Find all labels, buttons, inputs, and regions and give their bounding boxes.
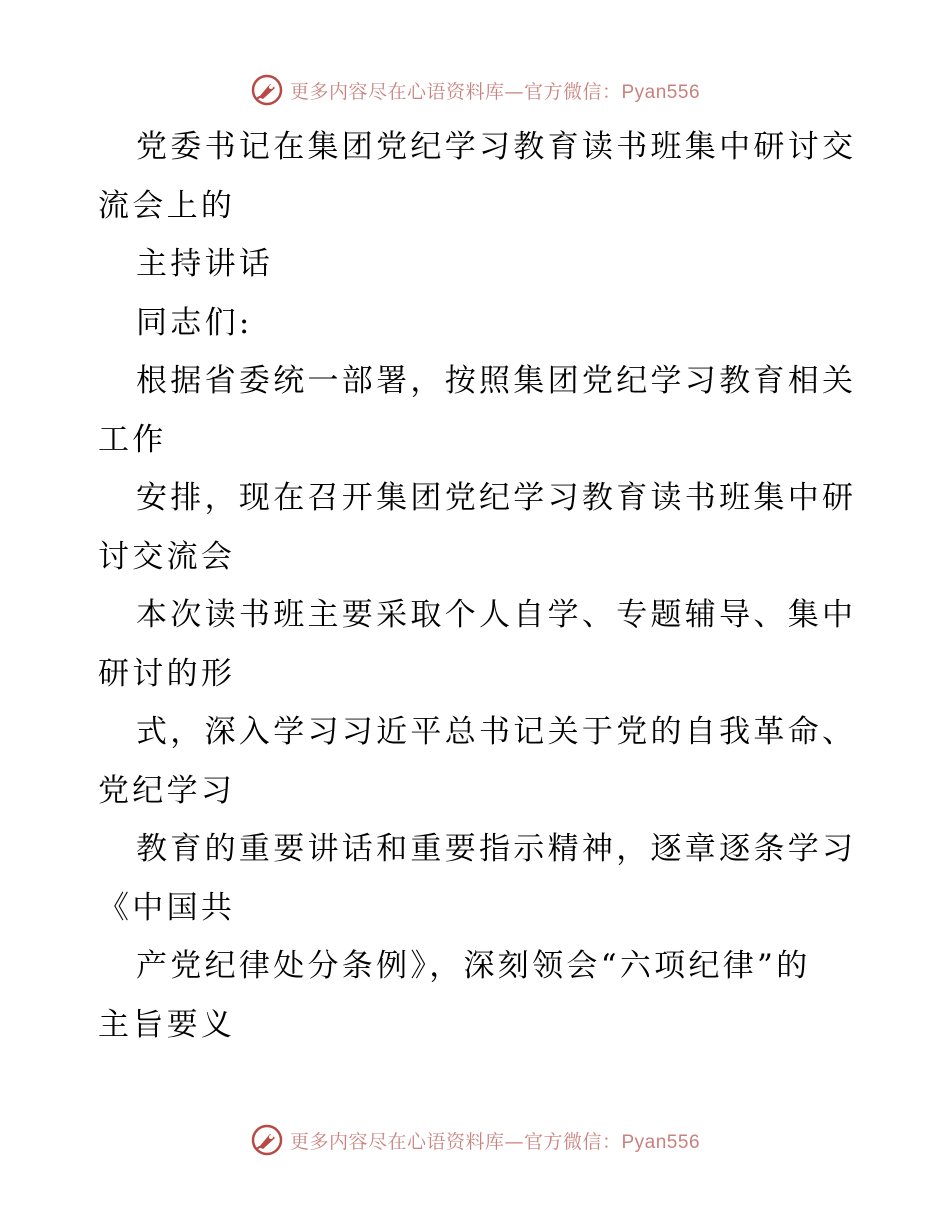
watermark-text: 更多内容尽在心语资料库—官方微信：Pyan556 <box>289 1130 701 1153</box>
text-line: 主持讲话 <box>136 246 274 282</box>
pen-nib-logo-icon <box>250 73 284 107</box>
text-line: 《中国共 <box>98 889 236 926</box>
text-line: 流会上的 <box>98 187 236 224</box>
footer-watermark <box>0 1120 950 1160</box>
text-line: 式，深入学习习近平总书记关于党的自我革命、 <box>136 714 857 750</box>
text-line: 主旨要义 <box>98 1006 236 1043</box>
text-line: 教育的重要讲话和重要指示精神，逐章逐条学习 <box>136 831 857 867</box>
text-line: 安排，现在召开集团党纪学习教育读书班集中研 <box>136 480 857 516</box>
header-watermark <box>0 70 950 110</box>
text-line: 党纪学习 <box>98 772 236 809</box>
text-line: 根据省委统一部署，按照集团党纪学习教育相关 <box>136 363 857 399</box>
text-line: 讨交流会 <box>98 538 236 575</box>
text-line: 产党纪律处分条例》，深刻领会“六项纪律”的 <box>136 948 811 984</box>
text-line: 党委书记在集团党纪学习教育读书班集中研讨交 <box>136 129 857 165</box>
text-line: 研讨的形 <box>98 655 236 692</box>
text-line: 工作 <box>98 421 167 458</box>
pen-nib-logo-icon <box>250 1123 284 1157</box>
text-line: 同志们: <box>136 304 253 341</box>
watermark-text: 更多内容尽在心语资料库—官方微信：Pyan556 <box>289 80 701 103</box>
document-body <box>98 118 858 1054</box>
text-line: 本次读书班主要采取个人自学、专题辅导、集中 <box>136 597 857 633</box>
